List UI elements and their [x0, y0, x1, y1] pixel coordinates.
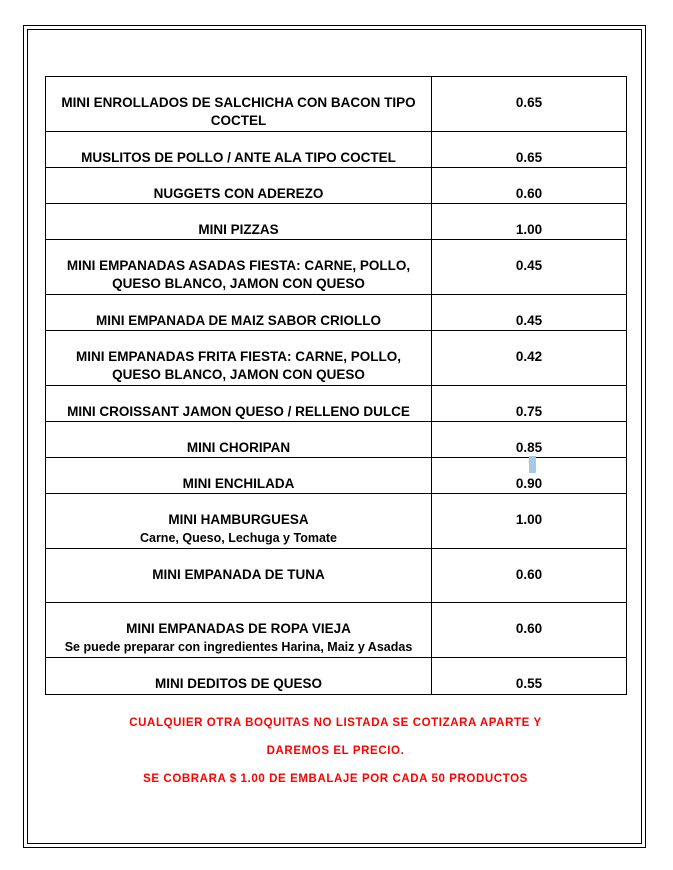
item-name: MUSLITOS DE POLLO / ANTE ALA TIPO COCTEL	[46, 132, 432, 168]
table-row	[46, 77, 627, 132]
item-name: MINI EMPANADA DE TUNA	[46, 549, 432, 603]
table-row	[46, 658, 627, 695]
table-row	[46, 331, 627, 386]
item-price: 0.45	[432, 240, 627, 295]
item-name: MINI ENROLLADOS DE SALCHICHA CON BACON TIPO COCTEL	[46, 77, 432, 132]
item-name: MINI ENCHILADA	[46, 458, 432, 494]
table-row	[46, 295, 627, 331]
item-name: MINI EMPANADA DE MAIZ SABOR CRIOLLO	[46, 295, 432, 331]
table-row	[46, 458, 627, 494]
item-price: 0.75	[432, 386, 627, 422]
table-row	[46, 422, 627, 458]
item-price: 1.00	[432, 494, 627, 549]
table-row	[46, 168, 627, 204]
table-row	[46, 386, 627, 422]
table-row	[46, 240, 627, 295]
item-price: 0.65	[432, 132, 627, 168]
item-cell	[46, 494, 432, 549]
item-price: 0.45	[432, 295, 627, 331]
note-line-3: SE COBRARA $ 1.00 DE EMBALAJE POR CADA 50 PRODUCTOS	[143, 773, 528, 785]
item-name: MINI PIZZAS	[46, 204, 432, 240]
table-row	[46, 132, 627, 168]
table-row	[46, 494, 627, 549]
item-description: Se puede preparar con ingredientes Harina, Maiz y Asadas	[64, 640, 413, 654]
table-row	[46, 549, 627, 603]
item-name: MINI DEDITOS DE QUESO	[46, 658, 432, 695]
item-price: 1.00	[432, 204, 627, 240]
text-cursor-marker	[529, 456, 536, 473]
item-price: 0.65	[432, 77, 627, 132]
item-name: MINI EMPANADAS ASADAS FIESTA: CARNE, POLLO, QUESO BLANCO, JAMON CON QUESO	[46, 240, 432, 295]
menu-price-table	[45, 76, 627, 695]
item-cell	[46, 603, 432, 658]
item-name: MINI CHORIPAN	[46, 422, 432, 458]
item-price: 0.85	[432, 422, 627, 458]
item-price: 0.55	[432, 658, 627, 695]
item-name: MINI HAMBURGUESA	[168, 512, 309, 527]
item-description: Carne, Queso, Lechuga y Tomate	[139, 531, 338, 545]
item-price: 0.60	[432, 168, 627, 204]
item-name: MINI CROISSANT JAMON QUESO / RELLENO DULCE	[46, 386, 432, 422]
item-price: 0.60	[432, 549, 627, 603]
item-price: 0.90	[432, 458, 627, 494]
item-name: MINI EMPANADAS FRITA FIESTA: CARNE, POLLO, QUESO BLANCO, JAMON CON QUESO	[46, 331, 432, 386]
item-price: 0.42	[432, 331, 627, 386]
item-name: MINI EMPANADAS DE ROPA VIEJA	[126, 621, 351, 636]
item-name: NUGGETS CON ADEREZO	[46, 168, 432, 204]
table-row	[46, 603, 627, 658]
note-line-1: CUALQUIER OTRA BOQUITAS NO LISTADA SE COTIZARA APARTE Y	[129, 717, 542, 729]
table-row	[46, 204, 627, 240]
note-line-2: DAREMOS EL PRECIO.	[266, 745, 405, 757]
item-price: 0.60	[432, 603, 627, 658]
